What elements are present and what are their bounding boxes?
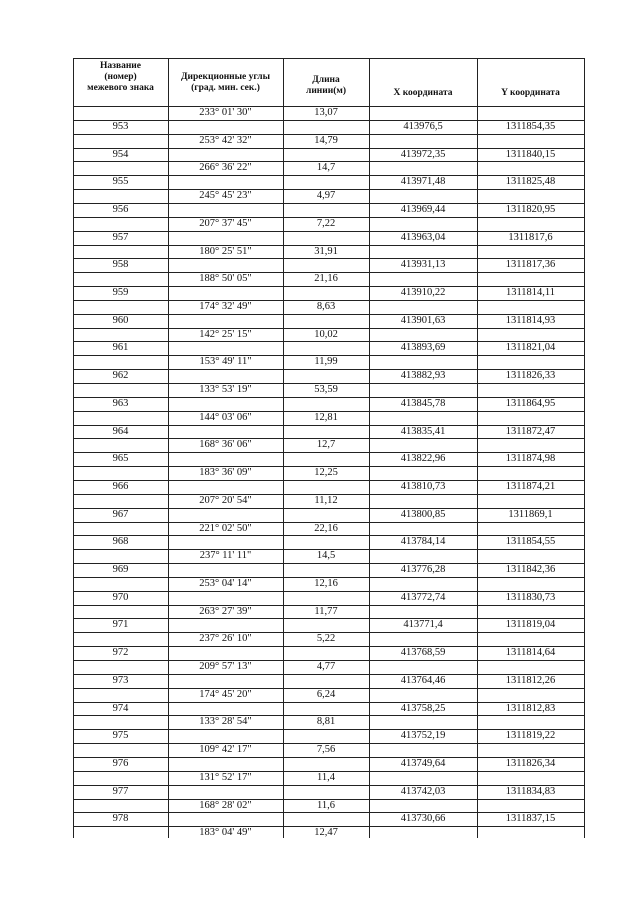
direction-angle-cell: 142° 25' 15" (199, 329, 252, 340)
y-coordinate-cell: 1311814,11 (505, 287, 556, 298)
y-coordinate-cell: 1311834,83 (505, 786, 556, 797)
grid-line-horizontal (73, 522, 584, 523)
line-length-cell: 12,7 (316, 439, 336, 450)
line-length-cell: 11,12 (314, 495, 338, 506)
y-coordinate-cell: 1311837,15 (505, 813, 556, 824)
x-coordinate-cell: 413742,03 (400, 786, 446, 797)
line-length-cell: 6,24 (316, 689, 336, 700)
line-length-cell: 8,81 (316, 716, 336, 727)
y-coordinate-cell: 1311819,04 (505, 619, 556, 630)
header-angle (168, 72, 283, 94)
header-length-line: линии(м) (305, 86, 347, 96)
grid-line-horizontal (73, 397, 584, 398)
x-coordinate-cell: 413963,04 (400, 232, 446, 243)
y-coordinate-cell: 1311812,26 (505, 675, 556, 686)
y-coordinate-cell: 1311826,34 (505, 758, 556, 769)
grid-line-vertical (584, 58, 585, 838)
grid-line-horizontal (73, 286, 584, 287)
grid-line-horizontal (73, 715, 584, 716)
x-coordinate-cell: 413822,96 (400, 453, 446, 464)
grid-line-horizontal (73, 799, 584, 800)
y-coordinate-cell: 1311817,36 (505, 259, 556, 270)
boundary-mark-cell: 959 (112, 287, 129, 298)
direction-angle-cell: 266° 36' 22" (199, 162, 252, 173)
grid-line-horizontal (73, 425, 584, 426)
boundary-mark-cell: 958 (112, 259, 129, 270)
grid-line-horizontal (73, 217, 584, 218)
header-y: Y координата (501, 88, 560, 98)
header-length (283, 75, 369, 97)
direction-angle-cell: 180° 25' 51" (199, 246, 252, 257)
direction-angle-cell: 207° 20' 54" (199, 495, 252, 506)
grid-line-horizontal (73, 328, 584, 329)
grid-line-horizontal (73, 452, 584, 453)
header-angle-line: (град. мин. сек.) (191, 83, 260, 93)
x-coordinate-cell: 413901,63 (400, 315, 446, 326)
direction-angle-cell: 233° 01' 30" (199, 107, 252, 118)
x-coordinate-cell: 413971,48 (400, 176, 446, 187)
boundary-mark-cell: 957 (112, 232, 129, 243)
direction-angle-cell: 209° 57' 13" (199, 661, 252, 672)
grid-line-horizontal (73, 272, 584, 273)
grid-line-horizontal (73, 660, 584, 661)
x-coordinate-cell: 413758,25 (400, 703, 446, 714)
y-coordinate-cell: 1311819,22 (505, 730, 556, 741)
direction-angle-cell: 183° 04' 49" (199, 827, 252, 838)
grid-line-horizontal (73, 508, 584, 509)
x-coordinate-cell: 413764,46 (400, 675, 446, 686)
line-length-cell: 11,99 (314, 356, 338, 367)
direction-angle-cell: 207° 37' 45" (199, 218, 252, 229)
line-length-cell: 21,16 (314, 273, 338, 284)
line-length-cell: 11,77 (314, 606, 338, 617)
direction-angle-cell: 183° 36' 09" (199, 467, 252, 478)
y-coordinate-cell: 1311820,95 (505, 204, 556, 215)
x-coordinate-cell: 413776,28 (400, 564, 446, 575)
boundary-mark-cell: 955 (112, 176, 129, 187)
header-x: X координата (393, 88, 453, 98)
line-length-cell: 14,7 (316, 162, 336, 173)
direction-angle-cell: 253° 42' 32" (199, 135, 252, 146)
direction-angle-cell: 109° 42' 17" (199, 744, 252, 755)
x-coordinate-cell: 413845,78 (400, 398, 446, 409)
y-coordinate-cell: 1311842,36 (505, 564, 556, 575)
direction-angle-cell: 144° 03' 06" (199, 412, 252, 423)
boundary-mark-cell: 975 (112, 730, 129, 741)
header-name (73, 61, 168, 94)
boundary-mark-cell: 977 (112, 786, 129, 797)
grid-line-horizontal (73, 189, 584, 190)
boundary-mark-cell: 968 (112, 536, 129, 547)
boundary-mark-cell: 965 (112, 453, 129, 464)
direction-angle-cell: 131° 52' 17" (199, 772, 252, 783)
x-coordinate-cell: 413893,69 (400, 342, 446, 353)
grid-line-horizontal (73, 369, 584, 370)
x-coordinate-cell: 413910,22 (400, 287, 446, 298)
x-coordinate-cell: 413972,35 (400, 149, 446, 160)
boundary-mark-cell: 967 (112, 509, 129, 520)
coordinates-table (73, 58, 584, 838)
direction-angle-cell: 263° 27' 39" (199, 606, 252, 617)
direction-angle-cell: 237° 26' 10" (199, 633, 252, 644)
x-coordinate-cell: 413730,66 (400, 813, 446, 824)
y-coordinate-cell: 1311812,83 (505, 703, 556, 714)
x-coordinate-cell: 413772,74 (400, 592, 446, 603)
header-angle-line: Дирекционные углы (181, 72, 270, 82)
grid-line-horizontal (73, 245, 584, 246)
grid-line-horizontal (73, 646, 584, 647)
y-coordinate-cell: 1311854,35 (505, 121, 556, 132)
line-length-cell: 12,16 (314, 578, 338, 589)
y-coordinate-cell: 1311872,47 (505, 426, 556, 437)
header-length-line: Длина (312, 75, 340, 85)
x-coordinate-cell: 413749,64 (400, 758, 446, 769)
grid-line-horizontal (73, 106, 584, 107)
x-coordinate-cell: 413752,19 (400, 730, 446, 741)
line-length-cell: 4,77 (316, 661, 336, 672)
line-length-cell: 8,63 (316, 301, 336, 312)
grid-line-horizontal (73, 148, 584, 149)
y-coordinate-cell: 1311840,15 (505, 149, 556, 160)
boundary-mark-cell: 970 (112, 592, 129, 603)
boundary-mark-cell: 973 (112, 675, 129, 686)
grid-line-horizontal (73, 120, 584, 121)
grid-line-horizontal (73, 203, 584, 204)
boundary-mark-cell: 972 (112, 647, 129, 658)
grid-line-horizontal (73, 411, 584, 412)
y-coordinate-cell: 1311814,93 (505, 315, 556, 326)
x-coordinate-cell: 413771,4 (403, 619, 443, 630)
x-coordinate-cell: 413784,14 (400, 536, 446, 547)
grid-line-horizontal (73, 702, 584, 703)
grid-line-horizontal (73, 674, 584, 675)
line-length-cell: 7,56 (316, 744, 336, 755)
grid-line-horizontal (73, 632, 584, 633)
line-length-cell: 12,25 (314, 467, 338, 478)
direction-angle-cell: 245° 45' 23" (199, 190, 252, 201)
grid-line-horizontal (73, 785, 584, 786)
y-coordinate-cell: 1311821,04 (505, 342, 556, 353)
grid-line-horizontal (73, 355, 584, 356)
line-length-cell: 53,59 (314, 384, 338, 395)
grid-line-horizontal (73, 549, 584, 550)
y-coordinate-cell: 1311869,1 (508, 509, 553, 520)
boundary-mark-cell: 954 (112, 149, 129, 160)
x-coordinate-cell: 413882,93 (400, 370, 446, 381)
x-coordinate-cell: 413768,59 (400, 647, 446, 658)
grid-line-horizontal (73, 258, 584, 259)
line-length-cell: 14,5 (316, 550, 336, 561)
y-coordinate-cell: 1311874,98 (505, 453, 556, 464)
direction-angle-cell: 188° 50' 05" (199, 273, 252, 284)
boundary-mark-cell: 962 (112, 370, 129, 381)
line-length-cell: 13,07 (314, 107, 338, 118)
y-coordinate-cell: 1311854,55 (505, 536, 556, 547)
boundary-mark-cell: 966 (112, 481, 129, 492)
direction-angle-cell: 174° 32' 49" (199, 301, 252, 312)
grid-line-horizontal (73, 618, 584, 619)
direction-angle-cell: 253° 04' 14" (199, 578, 252, 589)
boundary-mark-cell: 953 (112, 121, 129, 132)
boundary-mark-cell: 963 (112, 398, 129, 409)
boundary-mark-cell: 964 (112, 426, 129, 437)
header-name-line: межевого знака (87, 83, 154, 93)
y-coordinate-cell: 1311825,48 (505, 176, 556, 187)
x-coordinate-cell: 413931,13 (400, 259, 446, 270)
boundary-mark-cell: 971 (112, 619, 129, 630)
y-coordinate-cell: 1311826,33 (505, 370, 556, 381)
grid-line-horizontal (73, 605, 584, 606)
y-coordinate-cell: 1311817,6 (508, 232, 553, 243)
line-length-cell: 12,47 (314, 827, 338, 838)
grid-line-horizontal (73, 494, 584, 495)
line-length-cell: 31,91 (314, 246, 338, 257)
direction-angle-cell: 153° 49' 11" (199, 356, 252, 367)
line-length-cell: 12,81 (314, 412, 338, 423)
direction-angle-cell: 133° 53' 19" (199, 384, 252, 395)
boundary-mark-cell: 956 (112, 204, 129, 215)
x-coordinate-cell: 413800,85 (400, 509, 446, 520)
header-name-line: (номер) (104, 72, 137, 82)
line-length-cell: 5,22 (316, 633, 336, 644)
grid-line-horizontal (73, 300, 584, 301)
header-name-line: Название (99, 61, 141, 71)
direction-angle-cell: 133° 28' 54" (199, 716, 252, 727)
grid-line-horizontal (73, 757, 584, 758)
y-coordinate-cell: 1311830,73 (505, 592, 556, 603)
grid-line-horizontal (73, 577, 584, 578)
line-length-cell: 14,79 (314, 135, 338, 146)
y-coordinate-cell: 1311864,95 (505, 398, 556, 409)
y-coordinate-cell: 1311814,64 (505, 647, 556, 658)
grid-line-horizontal (73, 175, 584, 176)
grid-line-horizontal (73, 563, 584, 564)
x-coordinate-cell: 413976,5 (403, 121, 443, 132)
grid-line-horizontal (73, 161, 584, 162)
x-coordinate-cell: 413810,73 (400, 481, 446, 492)
grid-line-horizontal (73, 58, 584, 59)
line-length-cell: 22,16 (314, 523, 338, 534)
y-coordinate-cell: 1311874,21 (505, 481, 556, 492)
grid-line-horizontal (73, 134, 584, 135)
boundary-mark-cell: 974 (112, 703, 129, 714)
grid-line-horizontal (73, 826, 584, 827)
boundary-mark-cell: 969 (112, 564, 129, 575)
boundary-mark-cell: 960 (112, 315, 129, 326)
grid-line-horizontal (73, 743, 584, 744)
direction-angle-cell: 174° 45' 20" (199, 689, 252, 700)
boundary-mark-cell: 961 (112, 342, 129, 353)
grid-line-horizontal (73, 383, 584, 384)
grid-line-horizontal (73, 466, 584, 467)
grid-line-horizontal (73, 480, 584, 481)
direction-angle-cell: 237° 11' 11" (199, 550, 252, 561)
grid-line-horizontal (73, 591, 584, 592)
x-coordinate-cell: 413835,41 (400, 426, 446, 437)
boundary-mark-cell: 978 (112, 813, 129, 824)
grid-line-horizontal (73, 812, 584, 813)
direction-angle-cell: 168° 36' 06" (199, 439, 252, 450)
x-coordinate-cell: 413969,44 (400, 204, 446, 215)
line-length-cell: 10,02 (314, 329, 338, 340)
grid-line-horizontal (73, 729, 584, 730)
grid-line-horizontal (73, 688, 584, 689)
grid-line-horizontal (73, 535, 584, 536)
direction-angle-cell: 221° 02' 50" (199, 523, 252, 534)
line-length-cell: 11,4 (317, 772, 335, 783)
line-length-cell: 11,6 (317, 800, 335, 811)
direction-angle-cell: 168° 28' 02" (199, 800, 252, 811)
grid-line-horizontal (73, 438, 584, 439)
grid-line-horizontal (73, 341, 584, 342)
line-length-cell: 7,22 (316, 218, 336, 229)
line-length-cell: 4,97 (316, 190, 336, 201)
grid-line-horizontal (73, 314, 584, 315)
grid-line-horizontal (73, 771, 584, 772)
grid-line-horizontal (73, 231, 584, 232)
boundary-mark-cell: 976 (112, 758, 129, 769)
